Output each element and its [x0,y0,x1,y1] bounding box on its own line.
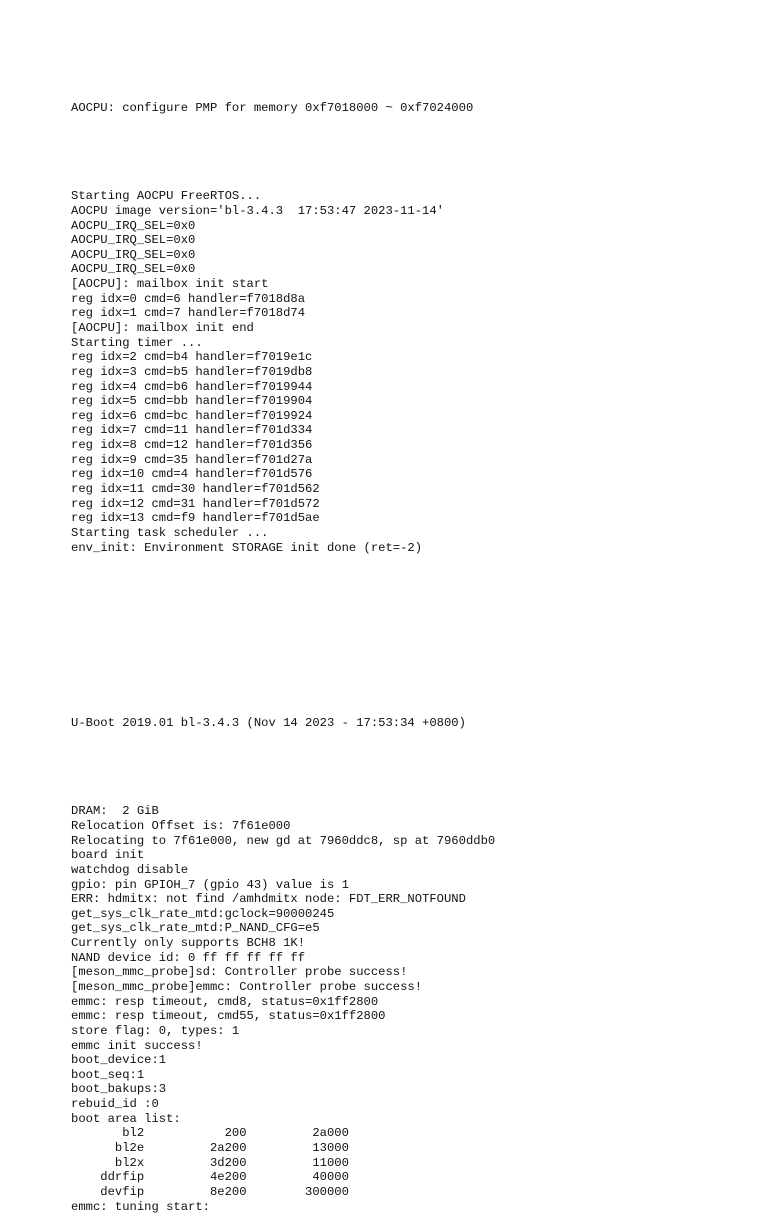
log-line: reg idx=12 cmd=31 handler=f701d572 [71,496,320,511]
log-line: boot_seq:1 [71,1067,145,1082]
log-line: reg idx=9 cmd=35 handler=f701d27a [71,452,313,467]
log-line: watchdog disable [71,862,189,877]
log-line: Relocating to 7f61e000, new gd at 7960ddc8, sp at 7960ddb0 [71,833,496,848]
log-line: rebuid_id :0 [71,1097,159,1112]
log-line: [AOCPU]: mailbox init start [71,277,269,292]
log-line: AOCPU_IRQ_SEL=0x0 [71,262,196,277]
log-line: emmc: resp timeout, cmd55, status=0x1ff2800 [71,1009,386,1024]
log-line: [AOCPU]: mailbox init end [71,320,254,335]
log-line: AOCPU: configure PMP for memory 0xf7018000 ~ 0xf7024000 [71,101,474,116]
log-line: Starting timer ... [71,335,203,350]
log-line: [meson_mmc_probe]emmc: Controller probe success! [71,980,423,994]
log-line: store flag: 0, types: 1 [71,1023,240,1038]
log-line: Currently only supports BCH8 1K! [71,936,306,951]
log-line: reg idx=10 cmd=4 handler=f701d576 [71,467,313,482]
log-line: get_sys_clk_rate_mtd:P_NAND_CFG=e5 [71,921,320,936]
log-line: DRAM: 2 GiB [71,804,159,819]
log-line: Starting AOCPU FreeRTOS... [71,189,262,204]
uboot-banner-block [71,716,751,731]
blank-line [71,629,751,644]
log-line: boot_device:1 [71,1053,167,1068]
log-line: gpio: pin GPIOH_7 (gpio 43) value is 1 [71,877,349,892]
log-line: reg idx=3 cmd=b5 handler=f7019db8 [71,364,313,379]
log-line: reg idx=5 cmd=bb handler=f7019904 [71,394,313,409]
log-line: reg idx=1 cmd=7 handler=f7018d74 [71,306,306,321]
log-line: bl2x 3d200 11000 [71,1155,349,1170]
log-line: NAND device id: 0 ff ff ff ff ff [71,950,306,965]
log-line: reg idx=7 cmd=11 handler=f701d334 [71,423,313,438]
aocpu-main-block [71,189,751,555]
log-line: devfip 8e200 300000 [71,1184,349,1199]
log-line: ddrfip 4e200 40000 [71,1170,349,1185]
log-line: reg idx=11 cmd=30 handler=f701d562 [71,482,320,497]
log-line: AOCPU_IRQ_SEL=0x0 [71,218,196,233]
log-line: AOCPU image version='bl-3.4.3 17:53:47 2023-11-14' [71,203,444,218]
log-line: AOCPU_IRQ_SEL=0x0 [71,233,196,248]
blank-line [71,145,751,160]
log-line: board init [71,848,145,863]
log-line: [meson_mmc_probe]sd: Controller probe success! [71,965,408,980]
log-line: emmc: resp timeout, cmd8, status=0x1ff2800 [71,994,379,1009]
log-line: AOCPU_IRQ_SEL=0x0 [71,247,196,262]
log-line: reg idx=4 cmd=b6 handler=f7019944 [71,379,313,394]
log-line: reg idx=0 cmd=6 handler=f7018d8a [71,291,306,306]
log-line: emmc: tuning start: [71,1199,210,1214]
log-line: emmc init success! [71,1038,203,1053]
log-line: reg idx=2 cmd=b4 handler=f7019e1c [71,350,313,365]
aocpu-intro-block [71,101,751,116]
log-line: Starting task scheduler ... [71,525,269,540]
log-line: get_sys_clk_rate_mtd:gclock=90000245 [71,906,335,921]
log-line: bl2 200 2a000 [71,1126,349,1141]
log-line: env_init: Environment STORAGE init done (ret=-2) [71,540,423,555]
console-log [71,72,751,1229]
log-line: U-Boot 2019.01 bl-3.4.3 (Nov 14 2023 - 17:53:34 +0800) [71,716,466,731]
log-line: Relocation Offset is: 7f61e000 [71,818,291,833]
blank-line [71,585,751,600]
log-line: reg idx=8 cmd=12 handler=f701d356 [71,438,313,453]
uboot-main-block [71,804,751,1214]
log-line: ERR: hdmitx: not find /amhdmitx node: FDT_ERR_NOTFOUND [71,892,466,907]
blank-line [71,672,751,687]
log-line: reg idx=13 cmd=f9 handler=f701d5ae [71,511,320,526]
log-line: boot area list: [71,1111,181,1126]
blank-line [71,760,751,775]
log-line: reg idx=6 cmd=bc handler=f7019924 [71,408,313,423]
log-line: bl2e 2a200 13000 [71,1141,349,1156]
log-line: boot_bakups:3 [71,1082,167,1097]
